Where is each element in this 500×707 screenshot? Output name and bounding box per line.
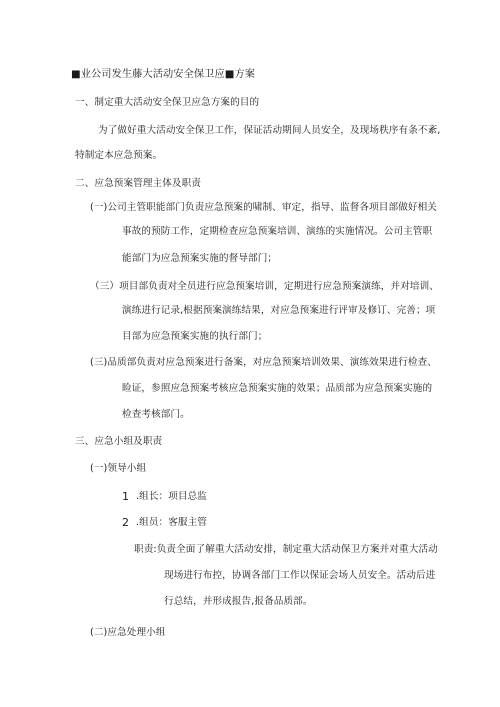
section-2-heading: 二、应急预案管理主体及职责 [75, 178, 202, 189]
section-3-sub-2-heading: (二)应急处理小组 [90, 627, 166, 638]
leader-duty-line-3: 行总结，并形成报告,报备品质部。 [164, 596, 313, 607]
section-2-item-3-line-2: 睑证，参照应急预案考核应急预案实施的效果；品质部为应急预案实施的 [122, 383, 433, 394]
section-1-paragraph-line-2: 特制定本应急预案。 [75, 150, 163, 161]
member-list-number: 2 [122, 516, 130, 529]
leader-list-text: .组长：项目总监 [136, 491, 208, 502]
section-2-item-2-line-1: （三）项目部负责对全员进行应急预案培训，定期进行应急预案演练，并对培训、 [90, 281, 439, 292]
section-1-heading: 一、制定重大活动安全保卫应急方案的目的 [75, 97, 260, 108]
section-2-item-3-line-1: (三)品质部负责对应急预案进行备案，对应急预案培训效果、演练效果进行检查、 [90, 357, 437, 368]
section-2-item-1-line-3: 能部门为应急预案实施的督导部门； [122, 253, 278, 264]
section-3-heading: 三、应急小组及职责 [75, 436, 163, 447]
leader-duty-line-1: 职责:负责全面了解重大活动安排，制定重大活动保卫方案并对重大活动 [134, 544, 438, 555]
section-2-item-1-line-2: 事故的预防工作，定期检查应急预案培训、演练的实施情况。公司主管职 [122, 226, 433, 237]
section-2-item-2-line-2: 演练进行记录,根据预案演练结果，对应急预案进行评审及修订、完善；项 [122, 305, 436, 316]
section-3-sub-1-heading: (一)领导小组 [90, 463, 147, 474]
member-list-text: .组员：客服主管 [136, 517, 208, 528]
leader-list-number: 1 [122, 490, 130, 503]
section-2-item-3-line-3: 检查考核部门。 [122, 409, 190, 420]
section-2-item-1-line-1: (一)公司主管职能部门负责应急预案的啸制、审定，指导、监督各项目部做好相关 [90, 202, 437, 213]
section-2-item-2-line-3: 目部为应急预案实施的执行部门； [122, 331, 268, 342]
section-1-paragraph-line-1: 为了做好重大活动安全保卫工作，保证活动期间人员安全，及现场秩序有条不紊, [98, 125, 441, 136]
document-title: ■业公司发生藤大活动安全保卫应■方案 [71, 69, 256, 80]
leader-duty-line-2: 现场进行布控，协调各部门工作以保证会场人员安全。活动后进 [164, 570, 436, 581]
